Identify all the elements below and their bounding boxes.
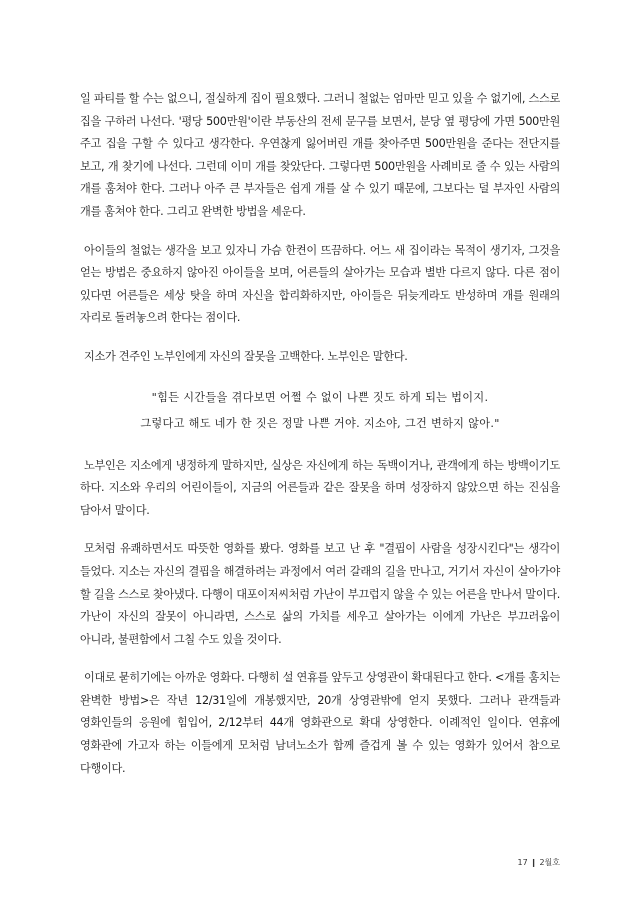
paragraph-1: 일 파티를 할 수는 없으니, 절실하게 집이 필요했다. 그러니 철없는 엄마만 믿고 있을 수 없기에, 스스로 집을 구하러 나선다. '평당 500만원'이란 부동산의 전세 문구를 보면서, 분당 옆 평당에 가면 500만원 주고 집을 구할 수 있다고 생각한다. 우연찮게 잃어버린 개를 찾아주면 500만원을 준다는 전단지를 보고, 개 찾기에 나선다. 그런데 이미 개를 찾았단다. 그렇다면 500만원을 사례비로 줄 수 있는 사람의 개를 훔쳐야 한다. 그러나 아주 큰 부자들은 쉽게 개를 살 수 있기 때문에, 그보다는 덜 부자인 사람의 개를 훔쳐야 한다. 그리고 완벽한 방법을 세운다. — [80, 92, 560, 218]
paragraph-3: 지소가 견주인 노부인에게 자신의 잘못을 고백한다. 노부인은 말한다. — [84, 349, 408, 363]
page-number-label: 17 ❙ 2월호 — [517, 858, 560, 867]
quote-line-2: 그렇다고 해도 네가 한 짓은 정말 나쁜 거야. 지소야, 그건 변하지 않아." — [140, 416, 500, 430]
paragraph-6: 이대로 묻히기에는 아까운 영화다. 다행히 설 연휴를 앞두고 상영관이 확대된다고 한다. <개를 훔치는 완벽한 방법>은 작년 12/31일에 개봉했지만, 20개 상영관밖에 얻지 못했다. 그러나 관객들과 영화인들의 응원에 힘입어, 2/12부터 44개 영화관으로 확대 상영한다. 이례적인 일이다. 연휴에 영화관에 가고자 하는 이들에게 모처럼 남녀노소가 함께 즐겁게 볼 수 있는 영화가 있어서 참으로 다행이다. — [80, 671, 560, 775]
paragraph-4: 노부인은 지소에게 냉정하게 말하지만, 실상은 자신에게 하는 독백이거나, 관객에게 하는 방백이기도 하다. 지소와 우리의 어린이들이, 지금의 어른들과 같은 잘못을 하며 성장하지 않았으면 하는 진심을 담아서 말이다. — [80, 458, 560, 517]
paragraph-2: 아이들의 철없는 생각을 보고 있자니 가슴 한켠이 뜨끔하다. 어느 새 집이라는 목적이 생기자, 그것을 얻는 방법은 중요하지 않아진 아이들을 보며, 어른들의 살아가는 모습과 별반 다르지 않다. 다른 점이 있다면 어른들은 세상 탓을 하며 자신을 합리화하지만, 아이들은 뒤늦게라도 반성하며 개를 원래의 자리로 돌려놓으려 한다는 점이다. — [80, 243, 560, 325]
paragraph-5: 모처럼 유쾌하면서도 따뜻한 영화를 봤다. 영화를 보고 난 후 "결핍이 사람을 성장시킨다"는 생각이 들었다. 지소는 자신의 결핍을 해결하려는 과정에서 여러 갈래의 길을 만나고, 거기서 자신이 살아가야 할 길을 스스로 찾아냈다. 다행이 대포이저씨처럼 가난이 부끄럽지 않을 수 있는 어른을 만나서 말이다. 가난이 자신의 잘못이 아니라면, 스스로 삶의 가치를 세우고 살아가는 이에게 가난은 부끄러움이 아니라, 불편함에서 그칠 수도 있을 것이다. — [80, 542, 560, 646]
quote-line-1: "힘든 시간들을 겪다보면 어쩔 수 없이 나쁜 짓도 하게 되는 법이지. — [151, 390, 489, 404]
page-footer — [80, 857, 560, 868]
quotation-block — [80, 385, 560, 437]
article-body — [80, 88, 560, 796]
